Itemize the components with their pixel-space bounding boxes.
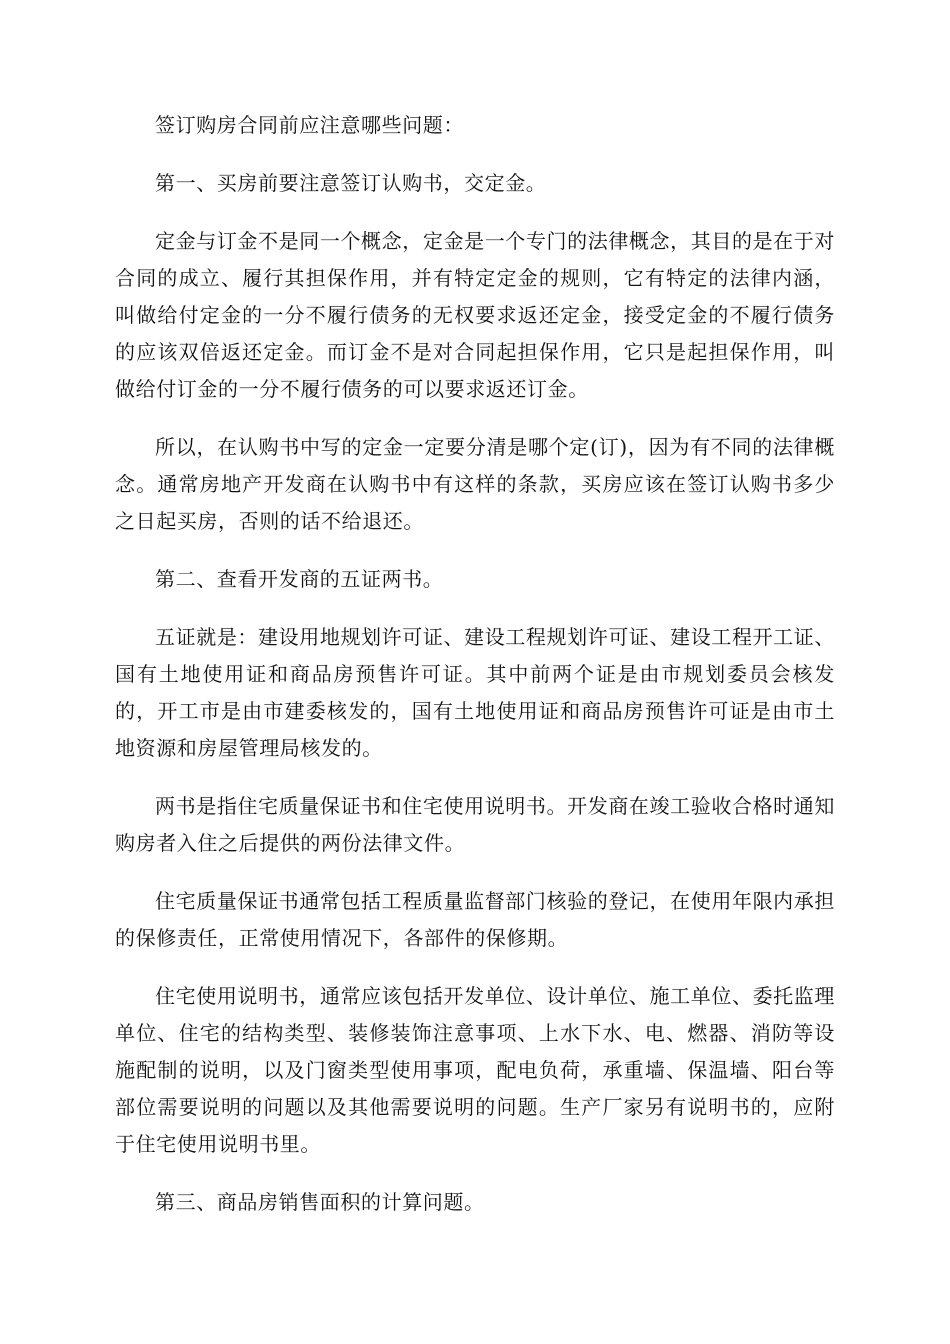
paragraph-usage-manual: 住宅使用说明书，通常应该包括开发单位、设计单位、施工单位、委托监理单位、住宅的结构类型、装修装饰注意事项、上水下水、电、燃器、消防等设施配制的说明，以及门窗类型使用事项，配电负荷，承重墙、保温墙、阳台等部位需要说明的问题以及其他需要说明的问题。生产厂家另有说明书的，应附于住宅使用说明书里。 xyxy=(115,984,835,1156)
section-heading-first: 第一、买房前要注意签订认购书，交定金。 xyxy=(155,171,547,195)
section-heading-third: 第三、商品房销售面积的计算问题。 xyxy=(155,1190,485,1214)
section-heading-second: 第二、查看开发商的五证两书。 xyxy=(155,567,444,591)
paragraph-subscription: 所以，在认购书中写的定金一定要分清是哪个定(订)，因为有不同的法律概念。通常房地产开发商在认购书中有这样的条款，买房应该在签订认购书多少之日起买房，否则的话不给退还。 xyxy=(115,435,835,533)
paragraph-deposit: 定金与订金不是同一个概念，定金是一个专门的法律概念，其目的是在于对合同的成立、履行其担保作用，并有特定定金的规则，它有特定的法律内涵，叫做给付定金的一分不履行债务的无权要求返还定金，接受定金的不履行债务的应该双倍返还定金。而订金不是对合同起担保作用，它只是起担保作用，叫做给付订金的一分不履行债务的可以要求返还订金。 xyxy=(115,229,835,401)
document-heading: 签订购房合同前应注意哪些问题： xyxy=(155,113,464,137)
paragraph-quality-guarantee: 住宅质量保证书通常包括工程质量监督部门核验的登记，在使用年限内承担的保修责任，正常使用情况下，各部件的保修期。 xyxy=(115,889,835,950)
document-page xyxy=(115,107,835,1242)
paragraph-two-documents: 两书是指住宅质量保证书和住宅使用说明书。开发商在竣工验收合格时通知购房者入住之后提供的两份法律文件。 xyxy=(115,794,835,855)
paragraph-five-certificates: 五证就是：建设用地规划许可证、建设工程规划许可证、建设工程开工证、国有土地使用证和商品房预售许可证。其中前两个证是由市规划委员会核发的，开工市是由市建委核发的，国有土地使用证和商品房预售许可证是由市土地资源和房屋管理局核发的。 xyxy=(115,625,835,760)
